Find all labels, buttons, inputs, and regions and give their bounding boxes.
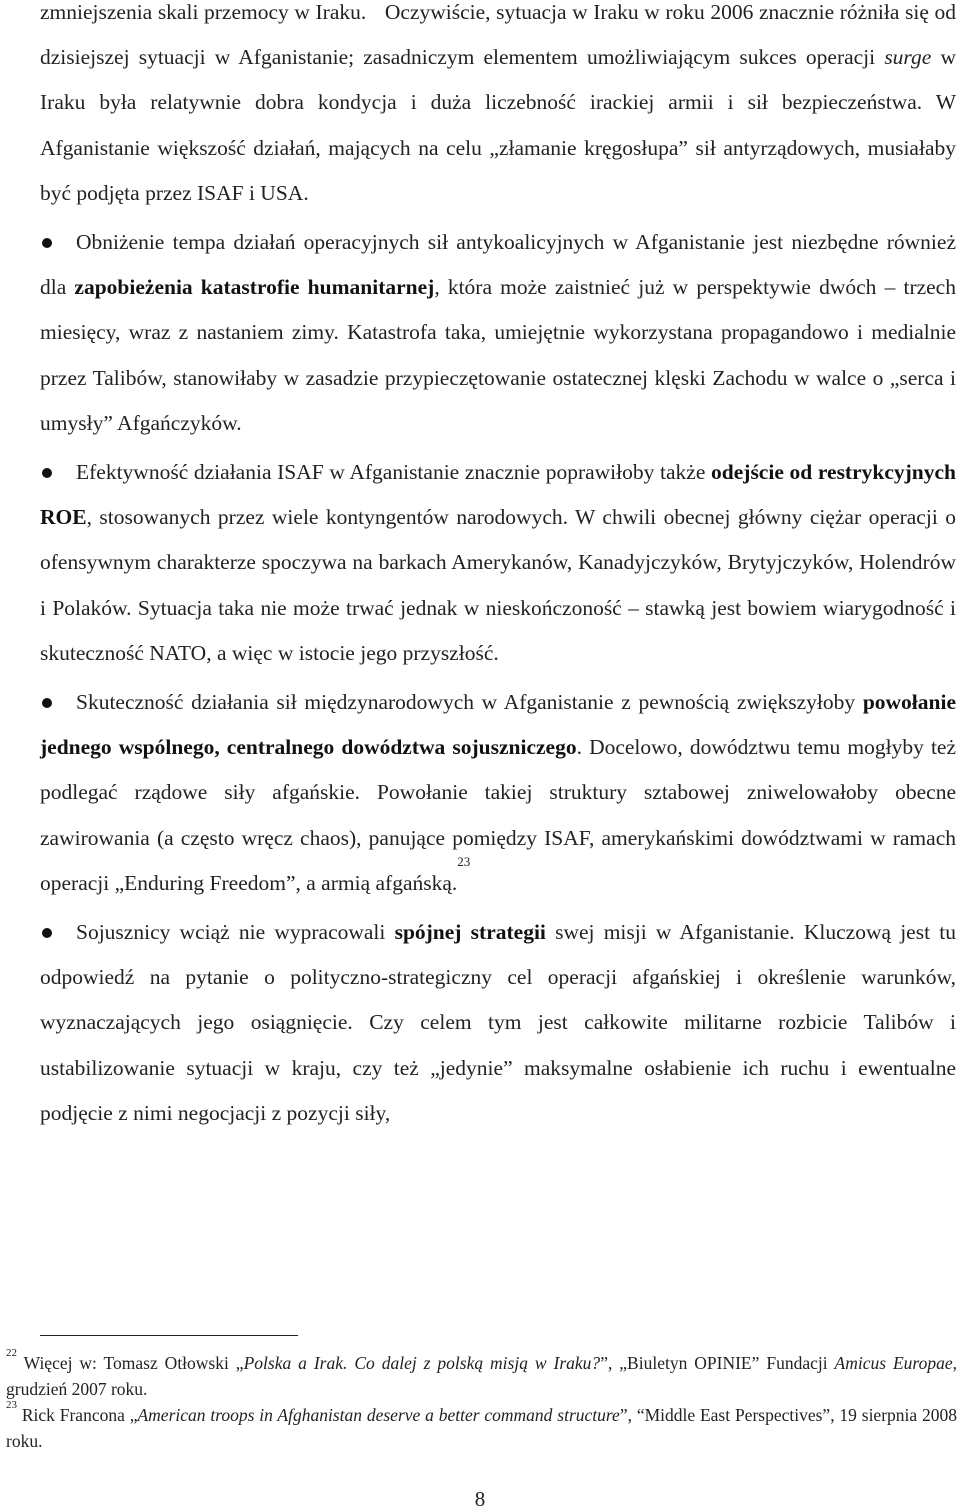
text-run: ”, „Biuletyn OPINIE” Fundacji	[600, 1353, 835, 1373]
bold-phrase: odejście od restrykcyjnych ROE	[40, 460, 957, 530]
italic-title: American troops in Afghanistan deserve a better command structure	[137, 1405, 620, 1425]
text-run: Oczywiście, sytuacja w Iraku w roku 2006 znacznie różniła się od dzisiejszej sytuacji w Afganistanie; zasadniczym elementem umożliwiającym sukces operacji	[40, 0, 956, 70]
bold-phrase: powołanie jednego wspólnego, centralnego dowództwa sojuszniczego	[40, 690, 956, 760]
footnote-number: 23	[6, 1399, 17, 1411]
italic-title: Polska a Irak. Co dalej z polską misją w Iraku?	[243, 1353, 601, 1373]
footnote-number: 22	[6, 1347, 17, 1359]
text-run: Efektywność działania ISAF w Afganistanie znacznie poprawiłoby także	[76, 460, 712, 485]
document-body	[40, 0, 956, 1136]
bold-phrase: zapobieżenia katastrofie humanitarnej	[74, 275, 435, 300]
italic-term-surge: surge	[884, 45, 932, 70]
bullet-item-humanitarian	[40, 220, 956, 446]
footnote-ref-23[interactable]: 23	[457, 853, 471, 869]
bullet-icon	[42, 468, 52, 478]
bold-phrase: spójnej strategii	[394, 920, 546, 945]
bullet-item-strategy	[40, 910, 956, 1136]
paragraph-continuation	[40, 0, 956, 216]
text-run: . Docelowo, dowództwu temu mogłyby też podlegać rządowe siły afgańskie. Powołanie takiej struktury sztabowej zniwelowałoby obecne zawirowania (a często wręcz chaos), panujące pomiędzy ISAF, amerykańskimi dowództwami w ramach operacji „Enduring Freedom”, a armią afgańską.	[40, 735, 956, 895]
bullet-icon	[42, 238, 52, 248]
text-run: swej misji w Afganistanie. Kluczową jest tu odpowiedź na pytanie o polityczno-strategiczny cel operacji afgańskiej i określenie warunków, wyznaczających jego osiągnięcie. Czy celem tym jest całkowite militarne rozbicie Talibów i ustabilizowanie sytuacji w kraju, czy też „jedynie” maksymalne osłabienie ich ruchu i ewentualne podjęcie z nimi negocjacji z pozycji siły,	[40, 920, 956, 1125]
bullet-item-command	[40, 680, 956, 906]
text-run: , stosowanych przez wiele kontyngentów narodowych. W chwili obecnej główny ciężar operacji o ofensywnym charakterze spoczywa na barkach Amerykanów, Kanadyjczyków, Brytyjczyków, Holendrów i Polaków. Sytuacja taka nie może trwać jednak w nieskończoność – stawką jest bowiem wiarygodność i skuteczność NATO, a więc w istocie jego przyszłość.	[40, 505, 956, 665]
text-run: Rick Francona „	[17, 1405, 138, 1425]
text-run: ”, “Middle East Perspectives”, 19 sierpnia 2008 roku.	[6, 1405, 958, 1451]
footnotes	[0, 1347, 960, 1454]
text-run: Sojusznicy wciąż nie wypracowali	[76, 920, 395, 945]
italic-title: Amicus Europae	[834, 1353, 953, 1373]
bullet-icon	[42, 698, 52, 708]
text-run: , która może zaistnieć już w perspektywie dwóch – trzech miesięcy, wraz z nastaniem zimy. Katastrofa taka, umiejętnie wykorzystana propagandowo i medialnie przez Talibów, stanowiłaby w zasadzie przypieczętowanie ostatecznej klęski Zachodu w walce o „serca i umysły” Afgańczyków.	[40, 275, 956, 435]
text-run: zmniejszenia skali przemocy w Iraku.	[40, 0, 367, 24]
bullet-icon	[42, 928, 52, 938]
text-run: , grudzień 2007 roku.	[6, 1353, 957, 1399]
footnote-separator	[40, 1335, 298, 1336]
text-run: w Iraku była relatywnie dobra kondycja i duża liczebność irackiej armii i sił bezpieczeństwa. W Afganistanie większość działań, mających na celu „złamanie kręgosłupa” sił antyrządowych, musiałaby być podjęta przez ISAF i USA.	[40, 45, 956, 205]
page-number: 8	[474, 1487, 486, 1511]
footnote-23	[0, 1399, 960, 1454]
text-run: Więcej w: Tomasz Otłowski „	[17, 1353, 244, 1373]
footnote-22	[0, 1347, 960, 1402]
text-run: Skuteczność działania sił międzynarodowych w Afganistanie z pewnością zwiększyłoby	[76, 690, 863, 715]
text-run: Obniżenie tempa działań operacyjnych sił antykoalicyjnych w Afganistanie jest niezbędne również dla	[40, 230, 956, 300]
bullet-item-roe	[40, 450, 956, 676]
